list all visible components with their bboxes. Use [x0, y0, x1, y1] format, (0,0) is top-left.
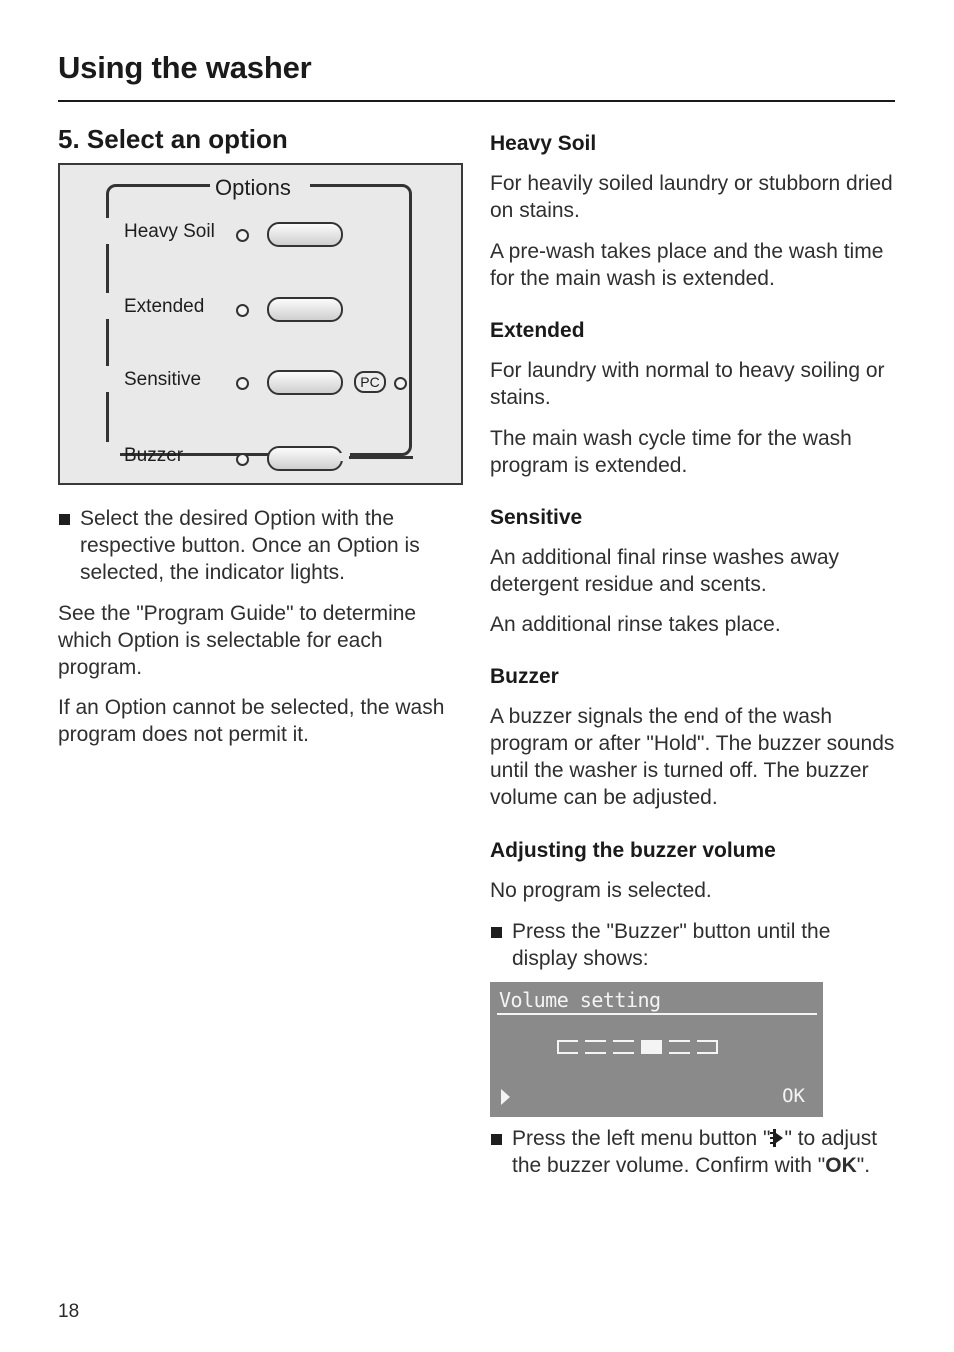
options-panel-illustration: [58, 163, 463, 485]
option-label-buzzer: Buzzer: [124, 445, 184, 466]
right-column: [490, 124, 900, 1179]
instruction-press-buzzer: Press the "Buzzer" button until the display shows:: [490, 918, 900, 972]
no-program-selected-note: No program is selected.: [490, 879, 712, 902]
page-number: 18: [58, 1301, 80, 1322]
sensitive-desc-2: An additional rinse takes place.: [490, 613, 781, 636]
options-panel-title: Options: [215, 175, 291, 200]
volume-segment-active: [641, 1040, 662, 1054]
extended-button: [267, 297, 343, 322]
volume-segment: [697, 1040, 718, 1054]
heavy-soil-desc-2: A pre-wash takes place and the wash time for the main wash is extended.: [490, 240, 884, 290]
program-guide-note: See the "Program Guide" to determine which Option is selectable for each program.: [58, 602, 417, 679]
heading-adjusting-buzzer-volume: Adjusting the buzzer volume: [490, 839, 776, 862]
display-left-arrow-icon: [501, 1089, 510, 1105]
instruction-adjust-volume: Press the left menu button " " to adjust the buzzer volume. Confirm with "OK".: [490, 1125, 900, 1179]
buzzer-desc: A buzzer signals the end of the wash program or after "Hold". The buzzer sounds until the washer is turned off. The buzzer volume can be adjusted.: [490, 705, 895, 809]
section-title: 5. Select an option: [58, 124, 288, 154]
option-label-heavy-soil: Heavy Soil: [124, 221, 215, 242]
heading-buzzer: Buzzer: [490, 665, 559, 688]
buzzer-button: [267, 446, 343, 471]
heading-extended: Extended: [490, 319, 585, 342]
option-label-sensitive: Sensitive: [124, 369, 202, 390]
heading-heavy-soil: Heavy Soil: [490, 132, 597, 155]
option-not-selectable-note: If an Option cannot be selected, the wash program does not permit it.: [58, 696, 445, 746]
volume-setting-display: [490, 982, 823, 1117]
display-title: Volume setting: [499, 988, 661, 1012]
volume-segment: [613, 1040, 634, 1054]
sensitive-desc-1: An additional final rinse washes away detergent residue and scents.: [490, 546, 840, 596]
title-rule: [58, 100, 895, 102]
heavy-soil-button: [267, 222, 343, 247]
volume-segment: [669, 1040, 690, 1054]
extended-indicator-light: [236, 304, 249, 317]
display-ok-label: OK: [782, 1085, 805, 1107]
page-title: Using the washer: [58, 50, 312, 85]
sensitive-indicator-light: [236, 377, 249, 390]
sensitive-button: [267, 370, 343, 395]
menu-button-icon: [770, 1127, 784, 1145]
pc-badge: PC: [354, 371, 386, 393]
volume-segment: [557, 1040, 578, 1054]
heavy-soil-desc-1: For heavily soiled laundry or stubborn dried on stains.: [490, 172, 893, 222]
buzzer-indicator-light: [236, 453, 249, 466]
volume-segment: [585, 1040, 606, 1054]
extended-desc-1: For laundry with normal to heavy soiling or stains.: [490, 359, 885, 409]
heading-sensitive: Sensitive: [490, 506, 583, 529]
left-column: [58, 124, 463, 748]
heavy-soil-indicator-light: [236, 229, 249, 242]
option-label-extended: Extended: [124, 296, 205, 317]
instruction-select-option: Select the desired Option with the respective button. Once an Option is selected, the indicator lights.: [58, 505, 463, 586]
extended-desc-2: The main wash cycle time for the wash program is extended.: [490, 427, 852, 477]
pc-indicator-light: [394, 377, 407, 390]
